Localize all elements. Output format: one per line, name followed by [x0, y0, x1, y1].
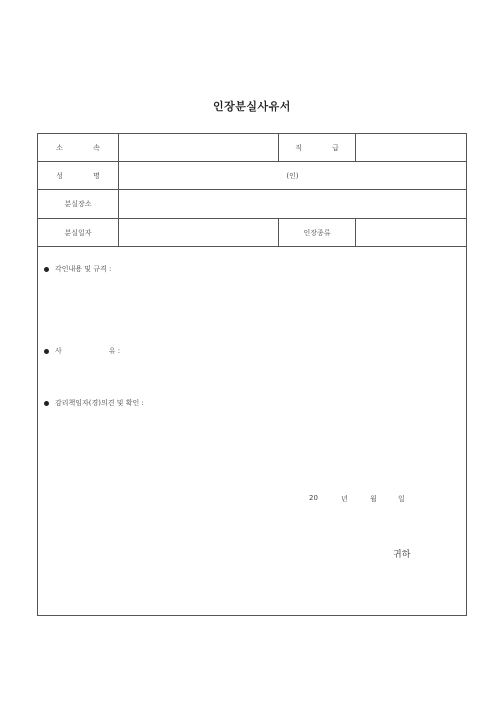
seal-mark: (인): [286, 171, 299, 180]
application-form: [37, 133, 467, 616]
date-year-label: 년: [341, 495, 348, 503]
bullet-icon: [44, 267, 49, 272]
row-name: [38, 162, 466, 190]
reason-label-right: 유 :: [108, 347, 121, 355]
loss-date-field[interactable]: [119, 219, 279, 246]
seal-type-label-cell: [279, 219, 356, 246]
row-loss-date: [38, 219, 466, 247]
reason-label-left: 사: [55, 347, 62, 355]
seal-type-field[interactable]: [356, 219, 466, 246]
name-label: 성 명: [56, 171, 114, 180]
position-label: 직 급: [295, 143, 353, 152]
loss-date-label: 분실일자: [64, 228, 92, 237]
seal-type-label: 인장종류: [303, 228, 331, 237]
affiliation-field[interactable]: [119, 134, 279, 161]
loss-date-label-cell: [38, 219, 119, 246]
affiliation-label-cell: [38, 134, 119, 161]
bullet-icon: [44, 349, 49, 354]
position-field[interactable]: [356, 134, 466, 161]
affiliation-label: 소 속: [56, 143, 114, 152]
row-affiliation: [38, 134, 466, 162]
loss-place-label: 분실장소: [64, 200, 92, 208]
date-month-label: 월: [370, 495, 377, 503]
loss-place-label-cell: [38, 190, 119, 218]
position-label-cell: [279, 134, 356, 161]
loss-place-field[interactable]: [119, 190, 466, 218]
date-day-label: 일: [398, 495, 405, 503]
name-field[interactable]: [119, 162, 466, 189]
engraving-label: 각인내용 및 규격 :: [55, 265, 112, 273]
reason-section: [44, 346, 120, 356]
document-title: 인장분실사유서: [213, 100, 291, 113]
engraving-section: [44, 264, 111, 274]
date-year-prefix: 20: [309, 494, 318, 502]
bullet-icon: [44, 401, 49, 406]
name-label-cell: [38, 162, 119, 189]
supervisor-section: [44, 398, 144, 408]
addressee-label: 귀하: [393, 550, 411, 560]
row-loss-place: [38, 190, 466, 219]
supervisor-label: 감리책임자(경)의견 및 확인 :: [55, 399, 144, 407]
